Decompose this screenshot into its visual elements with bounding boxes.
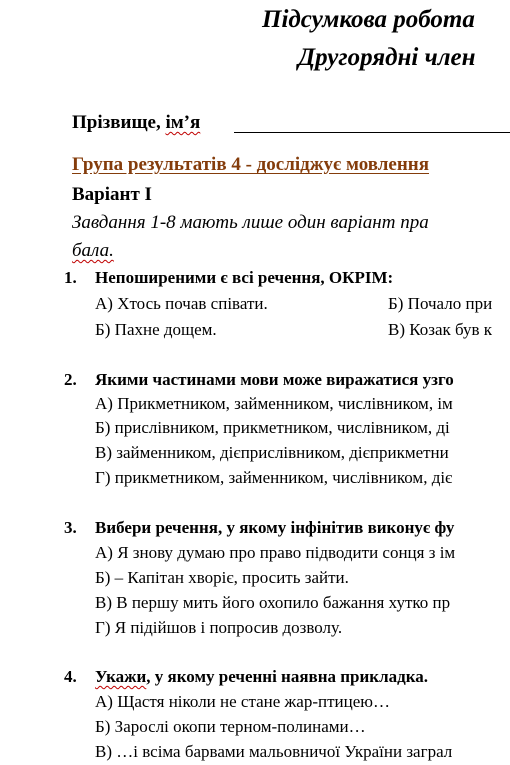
- title-line-1: Підсумкова робота: [262, 6, 475, 33]
- question-2-option[interactable]: А) Прикметником, займенником, числівником, ім: [95, 394, 453, 413]
- question-3-option[interactable]: А) Я знову думаю про право підводити сонця з ім: [95, 543, 456, 562]
- question-4-option[interactable]: А) Щастя ніколи не стане жар-птицею…: [95, 692, 390, 711]
- question-3-number: 3.: [64, 518, 77, 537]
- question-2-option[interactable]: В) займенником, дієприслівником, дієприкметни: [95, 443, 449, 462]
- question-4-text-rest: , у якому реченні наявна прикладка.: [146, 667, 429, 686]
- question-1-text: Непоширеними є всі речення, ОКРІМ:: [95, 268, 394, 287]
- question-2-option[interactable]: Б) прислівником, прикметником, числівником, ді: [95, 418, 450, 437]
- name-label-surname: Прізвище,: [72, 112, 166, 133]
- question-4-option[interactable]: Б) Зарослі окопи терном-полинами…: [95, 717, 366, 736]
- question-3-option[interactable]: В) В першу мить його охопило бажання хутко пр: [95, 593, 451, 612]
- name-label: [72, 112, 200, 134]
- question-3-option[interactable]: Г) Я підійшов і попросив дозволу.: [95, 618, 343, 637]
- question-4-number: 4.: [64, 667, 77, 686]
- question-1-option[interactable]: В) Козак був к: [388, 320, 493, 339]
- question-1-option[interactable]: А) Хтось почав співати.: [95, 294, 268, 313]
- question-1-number: 1.: [64, 268, 77, 287]
- question-2-number: 2.: [64, 370, 77, 389]
- question-4-option[interactable]: В) …і всіма барвами мальовничої України заграл: [95, 742, 453, 761]
- question-2-option[interactable]: Г) прикметником, займенником, числівником, діє: [95, 468, 453, 487]
- variant-label: Варіант І: [72, 184, 152, 205]
- question-4-text: [95, 667, 428, 687]
- question-2-text: Якими частинами мови може виражатися узго: [95, 370, 454, 389]
- name-label-firstname: ім’я: [165, 112, 201, 133]
- question-1-option[interactable]: Б) Пахне дощем.: [95, 320, 217, 339]
- title-line-2: Другорядні член: [298, 44, 476, 71]
- name-input-line[interactable]: [234, 132, 510, 133]
- question-1-option[interactable]: Б) Почало при: [388, 294, 493, 313]
- question-3-option[interactable]: Б) – Капітан хворіє, просить зайти.: [95, 568, 349, 587]
- instruction-line-1: Завдання 1-8 мають лише один варіант пра: [72, 212, 429, 233]
- instruction-line-2: бала.: [72, 240, 114, 261]
- question-3-text: Вибери речення, у якому інфінітив виконує фу: [95, 518, 455, 537]
- group-heading: Група результатів 4 - досліджує мовлення: [72, 154, 430, 175]
- question-4-text-verb: Укажи: [95, 667, 147, 686]
